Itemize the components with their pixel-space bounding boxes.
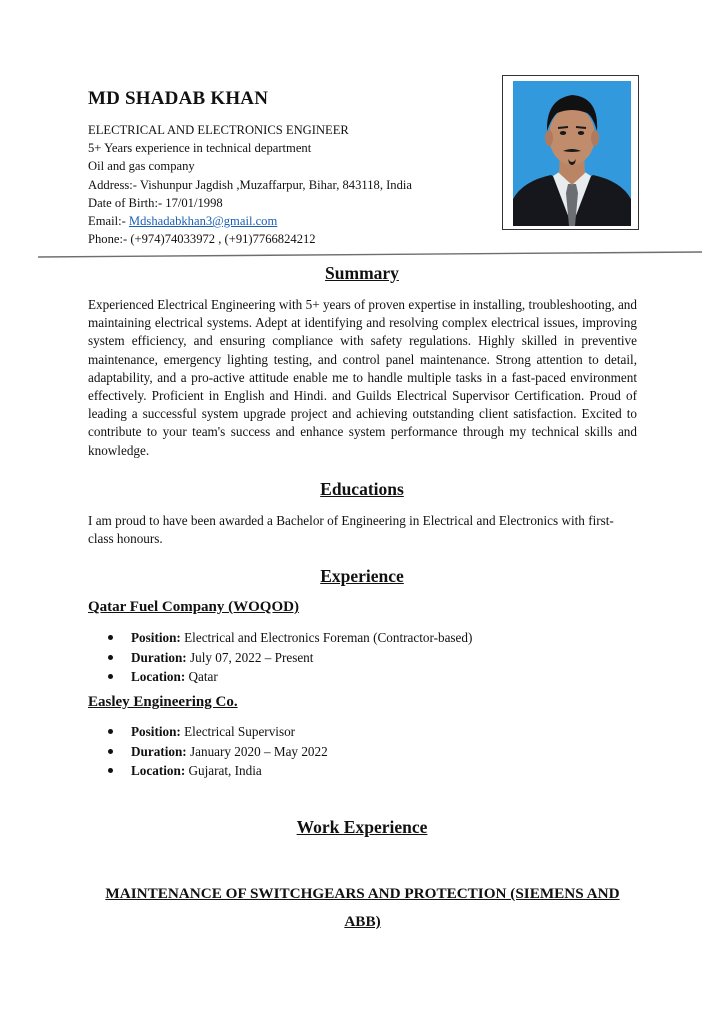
summary-heading: Summary [325,263,399,283]
phone-line: Phone:- (+974)74033972 , (+91)7766824212 [88,232,316,247]
address-line: Address:- Vishunpur Jagdish ,Muzaffarpur, Bihar, 843118, India [88,177,412,192]
list-item: Position: Electrical Supervisor [108,722,328,742]
bullet-icon [108,635,113,640]
summary-text: Experienced Electrical Engineering with 5+ years of proven expertise in installing, troubleshooting, and maintaining electrical systems. Adept at identifying and resolving complex electrical issues, improving system efficiency, and ensuring compliance with safety regulations. Highly skilled in preventive maintenance, emergency lighting testing, and control panel maintenance. Strong attention to detail, adaptability, and a pro-active attitude enable me to handle multiple tasks in a fast-paced environment effectively. Proficient in English and Hindi. and Guilds Electrical Supervisor Certification. Proud of leading a successful system upgrade project and achieving outstanding client satisfaction. Excited to contribute to your team's success and enhance system performance through my technical skills and knowledge. [88,297,637,458]
email-link[interactable]: Mdshadabkhan3@gmail.com [128,214,278,229]
work-experience-heading: Work Experience [296,817,428,837]
education-text: I am proud to have been awarded a Bachelor of Engineering in Electrical and Electronics with first-class honours. [88,513,614,547]
bullet-icon [108,674,113,679]
email-line [88,212,488,230]
bullet-icon [108,768,113,773]
profile-photo-frame [502,75,639,230]
bullet-icon [108,729,113,734]
bullet-icon [108,749,113,754]
dob-line: Date of Birth:- 17/01/1998 [88,195,223,210]
email-label: Email:- [88,214,129,229]
list-item: Position: Electrical and Electronics Foreman (Contractor-based) [108,628,472,648]
candidate-name: MD SHADAB KHAN [88,88,269,109]
education-heading: Educations [320,479,404,499]
bullet-icon [108,655,113,660]
header-divider [38,251,702,259]
list-item: Duration: July 07, 2022 – Present [108,648,472,668]
experience-heading: Experience [320,566,404,586]
job-details-list [108,722,328,781]
list-item: Location: Gujarat, India [108,761,328,781]
company-name: Qatar Fuel Company (WOQOD) [88,599,299,615]
job-title: ELECTRICAL AND ELECTRONICS ENGINEER [88,123,349,137]
contact-block [88,121,488,248]
profile-photo-illustration [513,81,631,226]
list-item: Duration: January 2020 – May 2022 [108,742,328,762]
job-details-list [108,628,472,687]
list-item: Location: Qatar [108,667,472,687]
industry-line: Oil and gas company [88,159,195,174]
work-experience-subheading: MAINTENANCE OF SWITCHGEARS AND PROTECTION (SIEMENS AND ABB) [105,885,620,930]
company-name: Easley Engineering Co. [88,694,238,710]
profile-photo [513,81,631,226]
experience-line: 5+ Years experience in technical department [88,141,312,156]
